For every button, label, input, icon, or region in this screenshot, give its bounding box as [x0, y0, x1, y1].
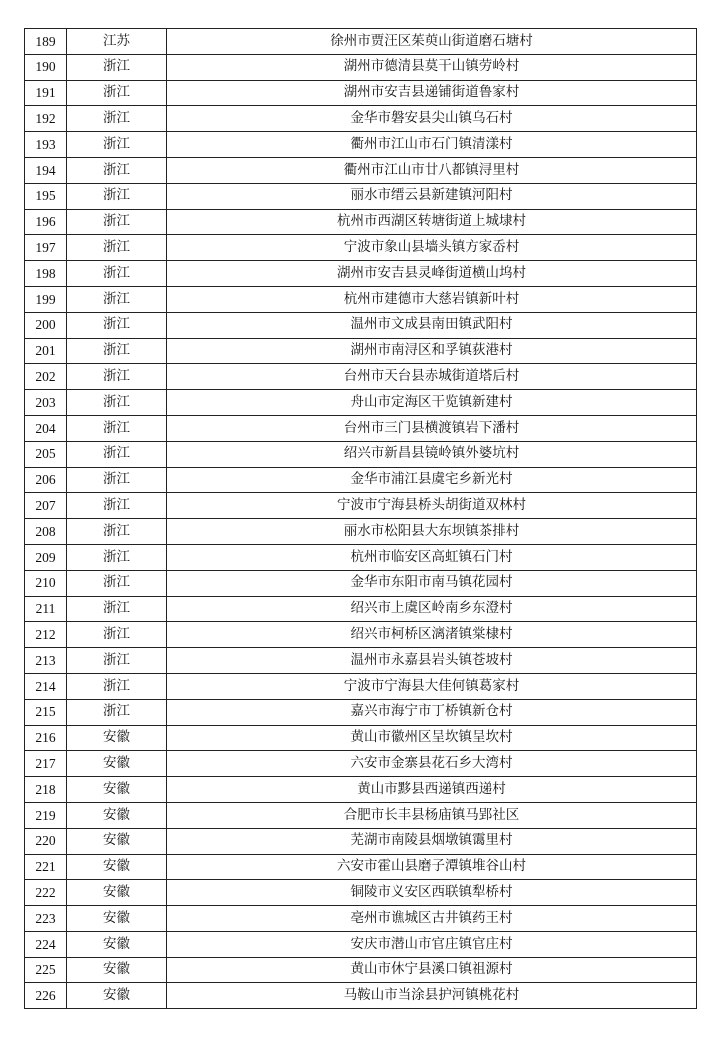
province-cell: 浙江	[67, 390, 167, 416]
table-row	[25, 415, 697, 441]
province-cell: 安徽	[67, 751, 167, 777]
village-name-cell: 杭州市临安区高虹镇石门村	[167, 544, 697, 570]
village-name-cell: 合肥市长丰县杨庙镇马郢社区	[167, 802, 697, 828]
village-name-cell: 杭州市建德市大慈岩镇新叶村	[167, 286, 697, 312]
village-name-cell: 宁波市宁海县桥头胡街道双林村	[167, 493, 697, 519]
row-number-cell: 226	[25, 983, 67, 1009]
table-row	[25, 54, 697, 80]
row-number-cell: 209	[25, 544, 67, 570]
table-row	[25, 622, 697, 648]
row-number-cell: 204	[25, 415, 67, 441]
village-name-cell: 嘉兴市海宁市丁桥镇新仓村	[167, 699, 697, 725]
village-name-cell: 芜湖市南陵县烟墩镇霭里村	[167, 828, 697, 854]
row-number-cell: 213	[25, 648, 67, 674]
village-name-cell: 丽水市松阳县大东坝镇茶排村	[167, 519, 697, 545]
province-cell: 江苏	[67, 29, 167, 55]
table-row	[25, 183, 697, 209]
row-number-cell: 200	[25, 312, 67, 338]
row-number-cell: 219	[25, 802, 67, 828]
row-number-cell: 196	[25, 209, 67, 235]
village-name-cell: 湖州市德清县莫干山镇劳岭村	[167, 54, 697, 80]
row-number-cell: 220	[25, 828, 67, 854]
province-cell: 浙江	[67, 570, 167, 596]
table-row	[25, 132, 697, 158]
province-cell: 浙江	[67, 261, 167, 287]
table-row	[25, 570, 697, 596]
table-row	[25, 390, 697, 416]
row-number-cell: 190	[25, 54, 67, 80]
table-row	[25, 106, 697, 132]
table-row	[25, 261, 697, 287]
row-number-cell: 205	[25, 441, 67, 467]
table-row	[25, 880, 697, 906]
village-name-cell: 亳州市谯城区古井镇药王村	[167, 906, 697, 932]
row-number-cell: 197	[25, 235, 67, 261]
village-name-cell: 黄山市黟县西递镇西递村	[167, 777, 697, 803]
village-name-cell: 金华市东阳市南马镇花园村	[167, 570, 697, 596]
row-number-cell: 202	[25, 364, 67, 390]
province-cell: 浙江	[67, 699, 167, 725]
province-cell: 浙江	[67, 364, 167, 390]
table-row	[25, 648, 697, 674]
village-name-cell: 丽水市缙云县新建镇河阳村	[167, 183, 697, 209]
row-number-cell: 208	[25, 519, 67, 545]
province-cell: 浙江	[67, 467, 167, 493]
province-cell: 浙江	[67, 312, 167, 338]
row-number-cell: 218	[25, 777, 67, 803]
village-name-cell: 绍兴市上虞区岭南乡东澄村	[167, 596, 697, 622]
province-cell: 浙江	[67, 286, 167, 312]
province-cell: 浙江	[67, 648, 167, 674]
province-cell: 浙江	[67, 519, 167, 545]
village-name-cell: 安庆市潜山市官庄镇官庄村	[167, 931, 697, 957]
table-row	[25, 596, 697, 622]
village-name-cell: 湖州市南浔区和孚镇荻港村	[167, 338, 697, 364]
province-cell: 安徽	[67, 957, 167, 983]
village-name-cell: 温州市文成县南田镇武阳村	[167, 312, 697, 338]
province-cell: 安徽	[67, 854, 167, 880]
village-name-cell: 徐州市贾汪区茱萸山街道磨石塘村	[167, 29, 697, 55]
row-number-cell: 191	[25, 80, 67, 106]
row-number-cell: 201	[25, 338, 67, 364]
village-name-cell: 铜陵市义安区西联镇犁桥村	[167, 880, 697, 906]
table-row	[25, 235, 697, 261]
row-number-cell: 189	[25, 29, 67, 55]
province-cell: 浙江	[67, 157, 167, 183]
province-cell: 安徽	[67, 983, 167, 1009]
village-name-cell: 温州市永嘉县岩头镇苍坡村	[167, 648, 697, 674]
row-number-cell: 214	[25, 673, 67, 699]
table-row	[25, 983, 697, 1009]
row-number-cell: 210	[25, 570, 67, 596]
table-row	[25, 957, 697, 983]
province-cell: 浙江	[67, 673, 167, 699]
row-number-cell: 225	[25, 957, 67, 983]
province-cell: 浙江	[67, 80, 167, 106]
table-row	[25, 777, 697, 803]
village-name-cell: 黄山市徽州区呈坎镇呈坎村	[167, 725, 697, 751]
table-row	[25, 29, 697, 55]
row-number-cell: 216	[25, 725, 67, 751]
province-cell: 浙江	[67, 106, 167, 132]
table-row	[25, 802, 697, 828]
province-cell: 浙江	[67, 132, 167, 158]
table-row	[25, 441, 697, 467]
province-cell: 浙江	[67, 544, 167, 570]
row-number-cell: 194	[25, 157, 67, 183]
province-cell: 安徽	[67, 725, 167, 751]
village-name-cell: 六安市霍山县磨子潭镇堆谷山村	[167, 854, 697, 880]
row-number-cell: 203	[25, 390, 67, 416]
table-row	[25, 751, 697, 777]
village-name-cell: 湖州市安吉县递铺街道鲁家村	[167, 80, 697, 106]
row-number-cell: 199	[25, 286, 67, 312]
table-row	[25, 519, 697, 545]
table-row	[25, 209, 697, 235]
row-number-cell: 222	[25, 880, 67, 906]
village-name-cell: 台州市三门县横渡镇岩下潘村	[167, 415, 697, 441]
village-name-cell: 衢州市江山市廿八都镇浔里村	[167, 157, 697, 183]
province-cell: 浙江	[67, 441, 167, 467]
table-row	[25, 467, 697, 493]
table-row	[25, 725, 697, 751]
village-name-cell: 金华市磐安县尖山镇乌石村	[167, 106, 697, 132]
row-number-cell: 193	[25, 132, 67, 158]
village-name-cell: 宁波市象山县墙头镇方家岙村	[167, 235, 697, 261]
table-body	[25, 29, 697, 1009]
table-row	[25, 157, 697, 183]
row-number-cell: 192	[25, 106, 67, 132]
table-row	[25, 699, 697, 725]
province-cell: 安徽	[67, 880, 167, 906]
table-row	[25, 544, 697, 570]
province-cell: 安徽	[67, 906, 167, 932]
table-row	[25, 338, 697, 364]
row-number-cell: 215	[25, 699, 67, 725]
village-list-table	[24, 28, 697, 1009]
table-row	[25, 80, 697, 106]
row-number-cell: 195	[25, 183, 67, 209]
village-name-cell: 绍兴市柯桥区漓渚镇棠棣村	[167, 622, 697, 648]
village-name-cell: 台州市天台县赤城街道塔后村	[167, 364, 697, 390]
province-cell: 浙江	[67, 596, 167, 622]
village-name-cell: 黄山市休宁县溪口镇祖源村	[167, 957, 697, 983]
row-number-cell: 206	[25, 467, 67, 493]
row-number-cell: 223	[25, 906, 67, 932]
table-row	[25, 828, 697, 854]
province-cell: 浙江	[67, 209, 167, 235]
table-row	[25, 931, 697, 957]
province-cell: 浙江	[67, 183, 167, 209]
table-row	[25, 673, 697, 699]
row-number-cell: 212	[25, 622, 67, 648]
table-row	[25, 906, 697, 932]
province-cell: 安徽	[67, 777, 167, 803]
village-name-cell: 金华市浦江县虞宅乡新光村	[167, 467, 697, 493]
village-name-cell: 宁波市宁海县大佳何镇葛家村	[167, 673, 697, 699]
village-name-cell: 绍兴市新昌县镜岭镇外婆坑村	[167, 441, 697, 467]
village-name-cell: 湖州市安吉县灵峰街道横山坞村	[167, 261, 697, 287]
village-name-cell: 舟山市定海区干览镇新建村	[167, 390, 697, 416]
province-cell: 浙江	[67, 235, 167, 261]
table-row	[25, 854, 697, 880]
row-number-cell: 217	[25, 751, 67, 777]
village-name-cell: 杭州市西湖区转塘街道上城埭村	[167, 209, 697, 235]
province-cell: 安徽	[67, 802, 167, 828]
table-row	[25, 493, 697, 519]
province-cell: 浙江	[67, 493, 167, 519]
row-number-cell: 224	[25, 931, 67, 957]
village-name-cell: 六安市金寨县花石乡大湾村	[167, 751, 697, 777]
table-row	[25, 312, 697, 338]
row-number-cell: 211	[25, 596, 67, 622]
row-number-cell: 198	[25, 261, 67, 287]
province-cell: 浙江	[67, 622, 167, 648]
table-row	[25, 286, 697, 312]
village-name-cell: 马鞍山市当涂县护河镇桃花村	[167, 983, 697, 1009]
province-cell: 安徽	[67, 828, 167, 854]
province-cell: 浙江	[67, 415, 167, 441]
row-number-cell: 221	[25, 854, 67, 880]
province-cell: 浙江	[67, 338, 167, 364]
village-name-cell: 衢州市江山市石门镇清漾村	[167, 132, 697, 158]
row-number-cell: 207	[25, 493, 67, 519]
province-cell: 安徽	[67, 931, 167, 957]
table-row	[25, 364, 697, 390]
province-cell: 浙江	[67, 54, 167, 80]
